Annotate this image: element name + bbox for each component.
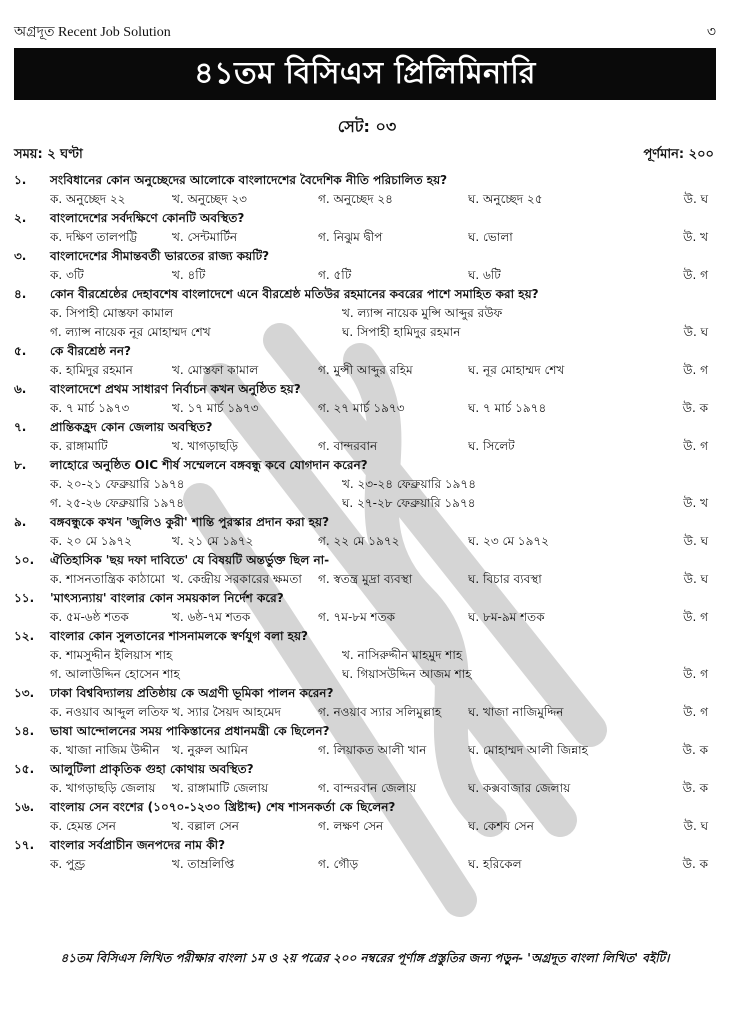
answer-label: উ. ঘ — [683, 533, 708, 548]
option: ক. নওয়াব আব্দুল লতিফ — [50, 704, 169, 719]
option: গ. ৭ম-৮ম শতক — [318, 609, 396, 624]
options-row — [14, 704, 714, 723]
option: খ. নাসিরুদ্দীন মাহমুদ শাহ — [342, 647, 463, 662]
answer-label: উ. ঘ — [683, 818, 708, 833]
answer-label: উ. ঘ — [683, 324, 708, 339]
question-number: ৫. — [14, 343, 27, 358]
answer-label: উ. গ — [683, 609, 708, 624]
question-text: বাংলার সর্বপ্রাচীন জনপদের নাম কী? — [50, 837, 226, 852]
question-list — [14, 172, 714, 875]
question-item — [14, 248, 714, 286]
question-header — [14, 172, 714, 191]
question-header — [14, 685, 714, 704]
question-number: ১৩. — [14, 685, 35, 700]
option: ঘ. ২৩ মে ১৯৭২ — [468, 533, 549, 548]
option: খ. ২৩-২৪ ফেব্রুয়ারি ১৯৭৪ — [342, 476, 477, 491]
option: ক. ৭ মার্চ ১৯৭৩ — [50, 400, 130, 415]
question-item — [14, 628, 714, 685]
question-text: বাংলার কোন সুলতানের শাসনামলকে স্বর্ণযুগ বলা হয়? — [50, 628, 308, 643]
question-number: ২. — [14, 210, 27, 225]
option: খ. মোস্তফা কামাল — [172, 362, 259, 377]
option: গ. লিয়াকত আলী খান — [318, 742, 427, 757]
question-number: ১৪. — [14, 723, 35, 738]
option: ক. সিপাহী মোস্তফা কামাল — [50, 305, 174, 320]
option: গ. নিঝুম দ্বীপ — [318, 229, 383, 244]
options-row — [14, 742, 714, 761]
page-number: ৩ — [706, 25, 716, 40]
options-row — [14, 495, 714, 514]
option: ঘ. কেশব সেন — [468, 818, 534, 833]
option: ক. পুণ্ড্র — [50, 856, 86, 871]
answer-label: উ. খ — [683, 495, 708, 510]
question-header — [14, 286, 714, 305]
question-item — [14, 457, 714, 514]
option: খ. সেন্টমার্টিন — [172, 229, 238, 244]
question-text: ঢাকা বিশ্ববিদ্যালয় প্রতিষ্ঠায় কে অগ্রণী ভূমিকা পালন করেন? — [50, 685, 334, 700]
answer-label: উ. গ — [683, 438, 708, 453]
options-row — [14, 438, 714, 457]
options-row — [14, 856, 714, 875]
question-header — [14, 419, 714, 438]
option: ক. শাসনতান্ত্রিক কাঠামো — [50, 571, 165, 586]
option: খ. অনুচ্ছেদ ২৩ — [172, 191, 247, 206]
option: খ. স্যার সৈয়দ আহমেদ — [172, 704, 281, 719]
option: ক. খাজা নাজিম উদ্দীন — [50, 742, 160, 757]
options-row — [14, 267, 714, 286]
option: গ. ৫টি — [318, 267, 352, 282]
option: ঘ. খাজা নাজিমুদ্দিন — [468, 704, 564, 719]
question-number: ৮. — [14, 457, 27, 472]
option: খ. কেন্দ্রীয় সরকারের ক্ষমতা — [172, 571, 302, 586]
question-item — [14, 343, 714, 381]
question-header — [14, 552, 714, 571]
option: গ. ২৫-২৬ ফেব্রুয়ারি ১৯৭৪ — [50, 495, 185, 510]
option: ক. শামসুদ্দীন ইলিয়াস শাহ — [50, 647, 173, 662]
question-number: ১০. — [14, 552, 35, 567]
title-banner — [14, 48, 716, 100]
option: ঘ. হরিকেল — [468, 856, 522, 871]
options-row — [14, 647, 714, 666]
option: গ. নওয়াব স্যার সলিমুল্লাহ — [318, 704, 442, 719]
exam-meta — [14, 145, 714, 163]
question-number: ১৬. — [14, 799, 35, 814]
question-number: ৩. — [14, 248, 27, 263]
options-row — [14, 476, 714, 495]
option: ঘ. গিয়াসউদ্দিন আজম শাহ — [342, 666, 472, 681]
question-item — [14, 685, 714, 723]
answer-label: উ. ক — [682, 780, 708, 795]
option: খ. ৪টি — [172, 267, 206, 282]
question-item — [14, 514, 714, 552]
option: খ. নুরুল আমিন — [172, 742, 248, 757]
option: গ. গৌড় — [318, 856, 359, 871]
question-number: ১১. — [14, 590, 35, 605]
question-header — [14, 723, 714, 742]
option: ঘ. ৭ মার্চ ১৯৭৪ — [468, 400, 547, 415]
question-number: ১৭. — [14, 837, 35, 852]
question-header — [14, 514, 714, 533]
question-item — [14, 590, 714, 628]
answer-label: উ. গ — [683, 362, 708, 377]
option: গ. স্বতন্ত্র মুদ্রা ব্যবস্থা — [318, 571, 413, 586]
option: ঘ. ২৭-২৮ ফেব্রুয়ারি ১৯৭৪ — [342, 495, 476, 510]
set-label: সেট: ০৩ — [337, 117, 397, 136]
marks-label: পূর্ণমান: ২০০ — [643, 147, 714, 162]
options-row — [14, 780, 714, 799]
question-item — [14, 837, 714, 875]
question-text: বাংলাদেশে প্রথম সাধারণ নির্বাচন কখন অনুষ্ঠিত হয়? — [50, 381, 301, 396]
option: ক. দক্ষিণ তালপট্টি — [50, 229, 138, 244]
time-label: সময়: ২ ঘণ্টা — [14, 147, 83, 162]
question-header — [14, 799, 714, 818]
option: ঘ. কক্সবাজার জেলায় — [468, 780, 571, 795]
option: ঘ. অনুচ্ছেদ ২৫ — [468, 191, 543, 206]
question-text: 'মাৎস্যন্যায়' বাংলার কোন সময়কাল নির্দেশ করে? — [50, 590, 284, 605]
option: খ. তাম্রলিপ্তি — [172, 856, 235, 871]
option: গ. অনুচ্ছেদ ২৪ — [318, 191, 393, 206]
option: খ. খাগড়াছড়ি — [172, 438, 239, 453]
question-header — [14, 628, 714, 647]
question-header — [14, 210, 714, 229]
question-text: বাংলায় সেন বংশের (১০৭০-১২৩০ খ্রিষ্টাব্দ) শেষ শাসনকর্তা কে ছিলেন? — [50, 799, 396, 814]
options-row — [14, 305, 714, 324]
question-number: ১২. — [14, 628, 35, 643]
question-item — [14, 419, 714, 457]
option: গ. লক্ষণ সেন — [318, 818, 384, 833]
question-item — [14, 172, 714, 210]
question-item — [14, 723, 714, 761]
question-number: ১৫. — [14, 761, 35, 776]
option: গ. মুন্সী আব্দুর রহিম — [318, 362, 413, 377]
question-text: ভাষা আন্দোলনের সময় পাকিস্তানের প্রধানমন্ত্রী কে ছিলেন? — [50, 723, 330, 738]
option: ঘ. ৮ম-৯ম শতক — [468, 609, 545, 624]
question-header — [14, 761, 714, 780]
answer-label: উ. ঘ — [683, 571, 708, 586]
question-header — [14, 837, 714, 856]
option: খ. ১৭ মার্চ ১৯৭৩ — [172, 400, 259, 415]
option: গ. বান্দরবান জেলায় — [318, 780, 417, 795]
option: খ. ৬ষ্ঠ-৭ম শতক — [172, 609, 251, 624]
option: ক. ৩টি — [50, 267, 84, 282]
running-header — [14, 22, 716, 42]
question-header — [14, 381, 714, 400]
question-header — [14, 248, 714, 267]
brand-label: অগ্রদূত Recent Job Solution — [14, 25, 171, 40]
question-header — [14, 343, 714, 362]
options-row — [14, 362, 714, 381]
question-text: আলুটিলা প্রাকৃতিক গুহা কোথায় অবস্থিত? — [50, 761, 254, 776]
question-header — [14, 590, 714, 609]
option: ঘ. নূর মোহাম্মদ শেখ — [468, 362, 565, 377]
options-row — [14, 666, 714, 685]
option: ঘ. বিচার ব্যবস্থা — [468, 571, 542, 586]
question-number: ৯. — [14, 514, 27, 529]
option: ঘ. মোহাম্মদ আলী জিন্নাহ — [468, 742, 588, 757]
option: ঘ. ৬টি — [468, 267, 501, 282]
option: ক. খাগড়াছড়ি জেলায় — [50, 780, 156, 795]
option: খ. বল্লাল সেন — [172, 818, 239, 833]
option: ঘ. ভোলা — [468, 229, 513, 244]
answer-label: উ. গ — [683, 666, 708, 681]
option: ঘ. সিপাহী হামিদুর রহমান — [342, 324, 461, 339]
answer-label: উ. ঘ — [683, 191, 708, 206]
option: গ. ২৭ মার্চ ১৯৭৩ — [318, 400, 405, 415]
options-row — [14, 609, 714, 628]
answer-label: উ. ক — [682, 400, 708, 415]
option: ক. অনুচ্ছেদ ২২ — [50, 191, 126, 206]
options-row — [14, 818, 714, 837]
question-text: কোন বীরশ্রেষ্ঠের দেহাবশেষ বাংলাদেশে এনে বীরশ্রেষ্ঠ মতিউর রহমানের কবরের পাশে সমাহিত করা হয়? — [50, 286, 539, 301]
question-item — [14, 381, 714, 419]
option: ক. হামিদুর রহমান — [50, 362, 133, 377]
option: ক. ২০ মে ১৯৭২ — [50, 533, 132, 548]
option: খ. ২১ মে ১৯৭২ — [172, 533, 254, 548]
option: ঘ. সিলেট — [468, 438, 515, 453]
question-text: বাংলাদেশের সর্বদক্ষিণে কোনটি অবস্থিত? — [50, 210, 245, 225]
options-row — [14, 533, 714, 552]
option: গ. ২২ মে ১৯৭২ — [318, 533, 400, 548]
question-text: কে বীরশ্রেষ্ঠ নন? — [50, 343, 131, 358]
option: ক. ২০-২১ ফেব্রুয়ারি ১৯৭৪ — [50, 476, 185, 491]
answer-label: উ. গ — [683, 267, 708, 282]
question-item — [14, 286, 714, 343]
answer-label: উ. খ — [683, 229, 708, 244]
option: খ. রাঙ্গামাটি জেলায় — [172, 780, 269, 795]
option: ক. রাঙ্গামাটি — [50, 438, 108, 453]
options-row — [14, 571, 714, 590]
question-item — [14, 210, 714, 248]
option: গ. ল্যান্স নায়েক নূর মোহাম্মদ শেখ — [50, 324, 211, 339]
question-number: ১. — [14, 172, 27, 187]
option: ক. হেমন্ত সেন — [50, 818, 116, 833]
option: খ. ল্যান্স নায়েক মুন্সি আব্দুর রউফ — [342, 305, 503, 320]
question-header — [14, 457, 714, 476]
options-row — [14, 400, 714, 419]
question-text: সংবিধানের কোন অনুচ্ছেদের আলোকে বাংলাদেশের বৈদেশিক নীতি পরিচালিত হয়? — [50, 172, 448, 187]
option: গ. বান্দরবান — [318, 438, 378, 453]
options-row — [14, 229, 714, 248]
question-number: ৭. — [14, 419, 27, 434]
option: ক. ৫ম-৬ষ্ঠ শতক — [50, 609, 129, 624]
option: গ. আলাউদ্দিন হোসেন শাহ — [50, 666, 180, 681]
question-text: লাহোরে অনুষ্ঠিত OIC শীর্ষ সম্মেলনে বঙ্গবন্ধু কবে যোগদান করেন? — [50, 457, 368, 472]
options-row — [14, 324, 714, 343]
options-row — [14, 191, 714, 210]
question-text: প্রান্তিকহ্রদ কোন জেলায় অবস্থিত? — [50, 419, 213, 434]
answer-label: উ. ক — [682, 742, 708, 757]
page-title: ৪১তম বিসিএস প্রিলিমিনারি — [194, 55, 536, 91]
question-number: ৬. — [14, 381, 27, 396]
answer-label: উ. গ — [683, 704, 708, 719]
footer-note: ৪১তম বিসিএস লিখিত পরীক্ষার বাংলা ১ম ও ২য় পত্রের ২০০ নম্বরের পূর্ণাঙ্গ প্রস্তুতির জন্য পড়ুন- 'অগ্রদূত বাংলা লিখিত' বইটি। — [60, 951, 670, 965]
question-number: ৪. — [14, 286, 27, 301]
question-text: বাংলাদেশের সীমান্তবর্তী ভারতের রাজ্য কয়টি? — [50, 248, 270, 263]
question-text: বঙ্গবন্ধুকে কখন 'জুলিও কুরী' শান্তি পুরস্কার প্রদান করা হয়? — [50, 514, 330, 529]
question-item — [14, 761, 714, 799]
answer-label: উ. ক — [682, 856, 708, 871]
question-item — [14, 552, 714, 590]
question-item — [14, 799, 714, 837]
question-text: ঐতিহাসিক 'ছয় দফা দাবিতে' যে বিষয়টি অন্তর্ভুক্ত ছিল না- — [50, 552, 330, 567]
